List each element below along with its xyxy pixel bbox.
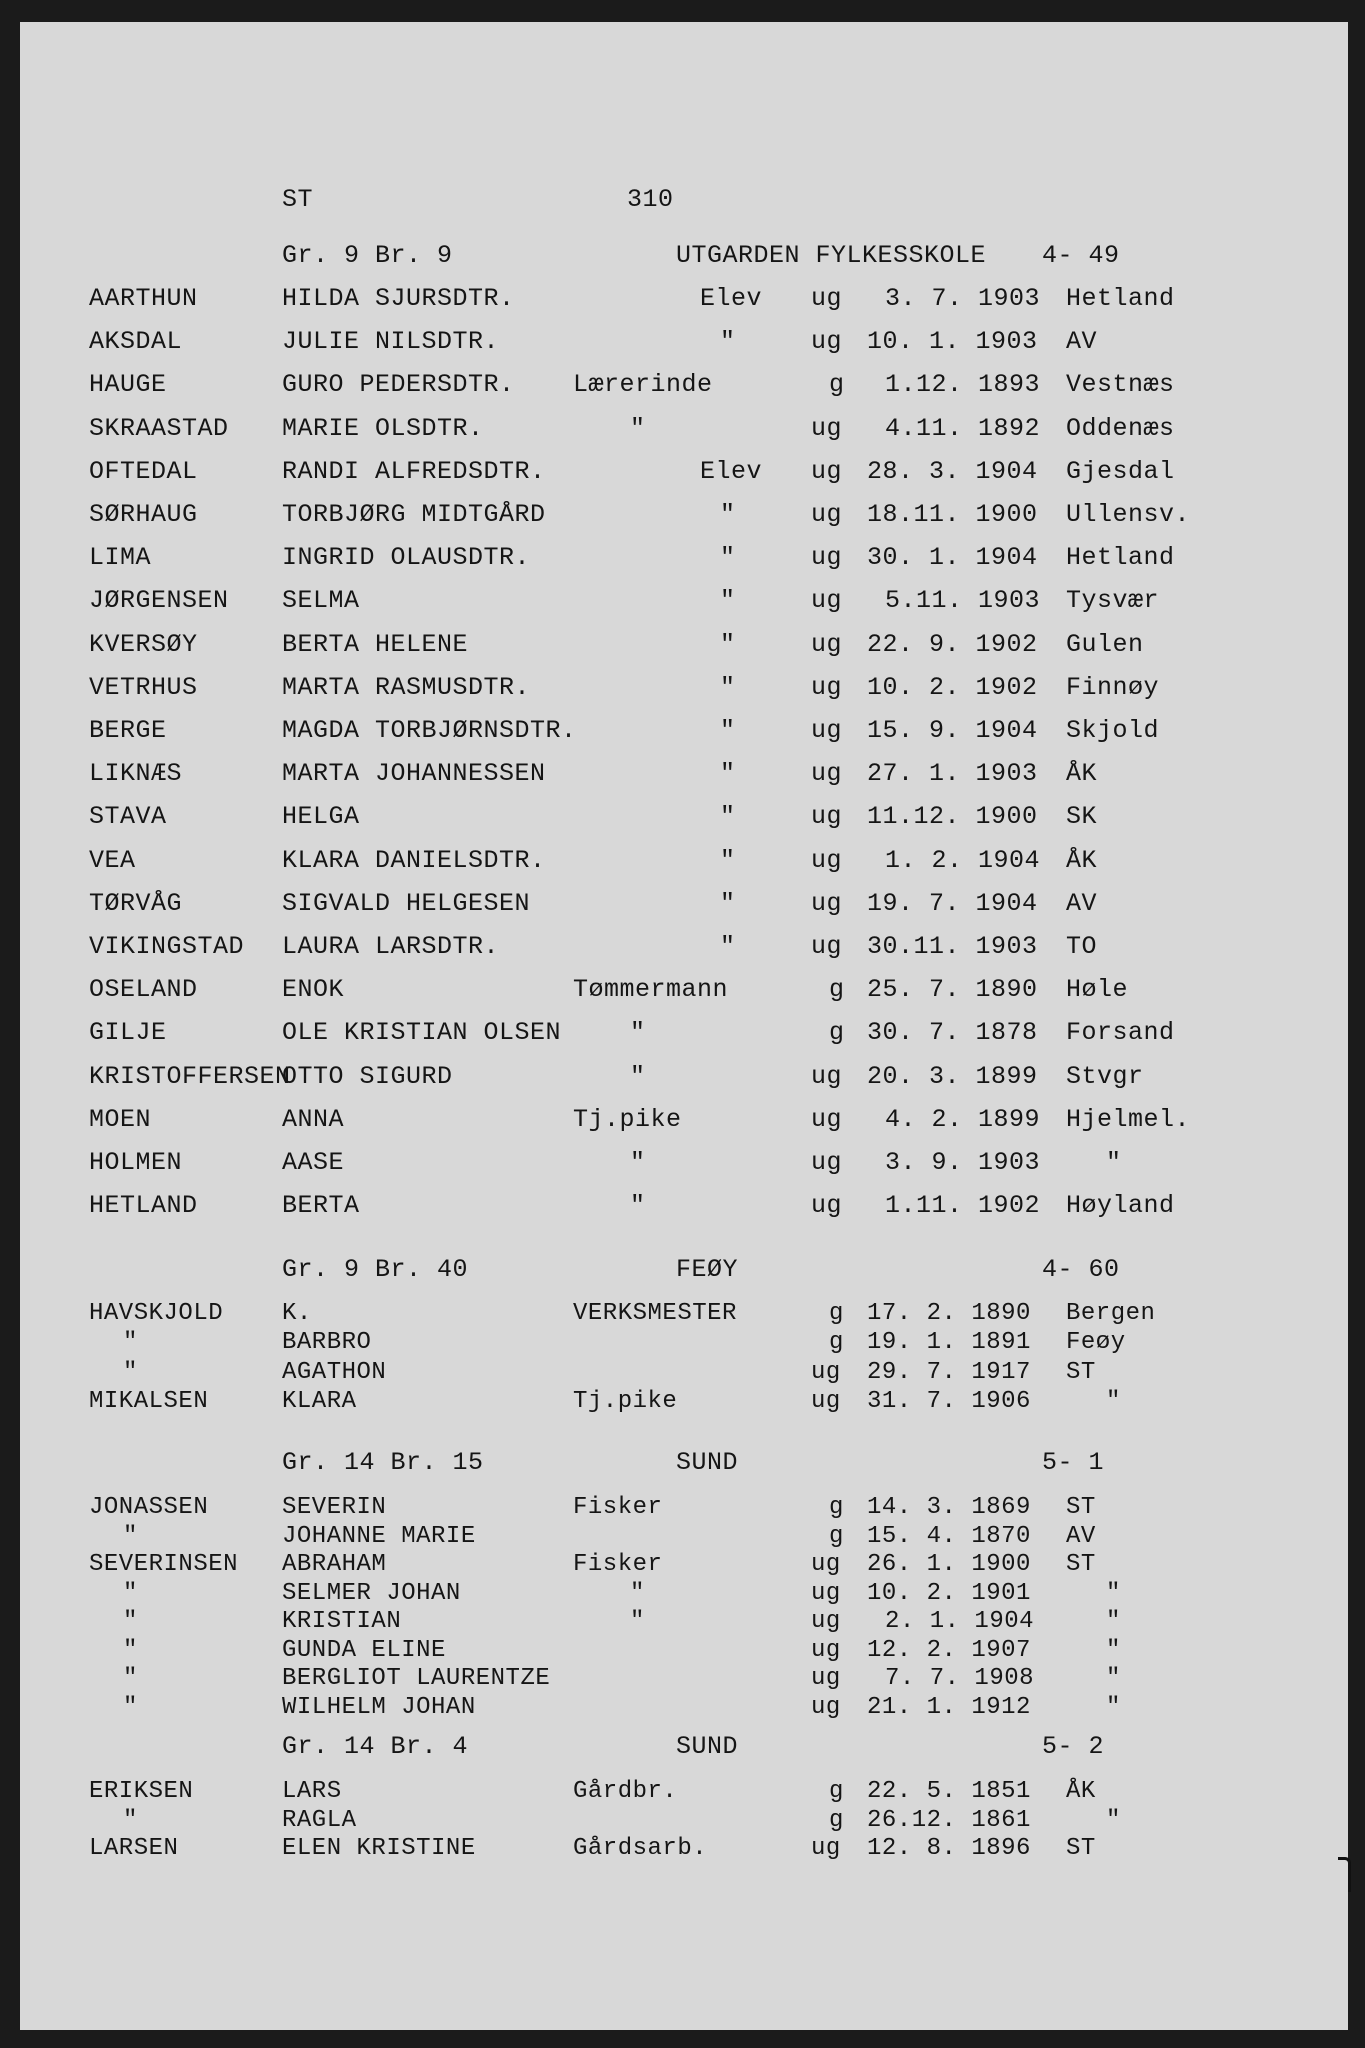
entry-role: Tj.pike [573, 1388, 678, 1415]
entry-given-name: ABRAHAM [282, 1551, 387, 1578]
entry-given-name: MAGDA TORBJØRNSDTR. [282, 716, 577, 745]
entry-role: " [720, 327, 736, 356]
entry-given-name: RAGLA [282, 1807, 357, 1834]
entry-status: ug [811, 586, 843, 615]
entry-given-name: LARS [282, 1778, 342, 1805]
entry-birthplace: " [1106, 1694, 1121, 1721]
entry-date: 1.11. 1902 [885, 1191, 1041, 1220]
entry-given-name: GUNDA ELINE [282, 1637, 446, 1664]
entry-surname: MIKALSEN [89, 1388, 209, 1415]
entry-status: g [829, 1807, 844, 1834]
entry-role: " [720, 932, 736, 961]
entry-status: ug [811, 327, 843, 356]
entry-surname: HAVSKJOLD [89, 1300, 224, 1327]
entry-birthplace: Høyland [1066, 1191, 1175, 1220]
entry-surname: OSELAND [89, 975, 198, 1004]
entry-surname: LIKNÆS [89, 759, 183, 788]
entry-birthplace: ÅK [1066, 846, 1098, 875]
entry-role: " [720, 716, 736, 745]
entry-birthplace: Vestnæs [1066, 370, 1175, 399]
entry-surname: BERGE [89, 716, 167, 745]
entry-surname: SKRAASTAD [89, 414, 229, 443]
entry-surname: TØRVÅG [89, 889, 183, 918]
entry-role: " [720, 500, 736, 529]
entry-role: " [630, 1062, 646, 1091]
entry-surname: JØRGENSEN [89, 586, 229, 615]
entry-birthplace: Stvgr [1066, 1062, 1144, 1091]
section-group: Gr. 9 Br. 40 [282, 1255, 469, 1284]
entry-given-name: HILDA SJURSDTR. [282, 284, 515, 313]
entry-surname: AARTHUN [89, 284, 198, 313]
entry-status: ug [811, 1551, 841, 1578]
entry-birthplace: ÅK [1066, 1778, 1096, 1805]
entry-surname: LIMA [89, 543, 152, 572]
entry-surname: " [123, 1608, 138, 1635]
entry-date: 26.12. 1861 [867, 1807, 1031, 1834]
entry-surname: KRISTOFFERSEN [89, 1062, 291, 1091]
entry-surname: VEA [89, 846, 136, 875]
entry-surname: LARSEN [89, 1835, 179, 1862]
entry-date: 18.11. 1900 [867, 500, 1038, 529]
entry-surname: VETRHUS [89, 673, 198, 702]
entry-birthplace: " [1106, 1608, 1121, 1635]
entry-role: " [720, 846, 736, 875]
entry-status: g [829, 1329, 844, 1356]
section-group: Gr. 14 Br. 15 [282, 1448, 484, 1477]
entry-surname: " [123, 1807, 138, 1834]
section-group: Gr. 9 Br. 9 [282, 241, 453, 270]
entry-birthplace: " [1106, 1807, 1121, 1834]
entry-given-name: BERTA [282, 1191, 360, 1220]
entry-birthplace: AV [1066, 889, 1098, 918]
entry-role: VERKSMESTER [573, 1300, 737, 1327]
entry-status: ug [811, 630, 843, 659]
entry-role: " [720, 673, 736, 702]
section-place: FEØY [676, 1255, 739, 1284]
entry-given-name: ENOK [282, 975, 345, 1004]
entry-birthplace: Gjesdal [1066, 457, 1175, 486]
section-ref: 4- 49 [1042, 241, 1120, 270]
entry-date: 19. 1. 1891 [867, 1329, 1031, 1356]
entry-status: ug [811, 1608, 841, 1635]
entry-status: ug [811, 500, 843, 529]
entry-role: " [630, 1580, 645, 1607]
section-ref: 5- 2 [1042, 1732, 1105, 1761]
entry-birthplace: Tysvær [1066, 586, 1160, 615]
entry-given-name: BARBRO [282, 1329, 372, 1356]
entry-given-name: SELMA [282, 586, 360, 615]
entry-birthplace: Feøy [1066, 1329, 1126, 1356]
page-number: 310 [627, 185, 674, 214]
entry-surname: ERIKSEN [89, 1778, 194, 1805]
entry-given-name: AGATHON [282, 1359, 387, 1386]
section-ref: 4- 60 [1042, 1255, 1120, 1284]
entry-status: ug [811, 1835, 841, 1862]
entry-date: 22. 5. 1851 [867, 1778, 1031, 1805]
section-place: UTGARDEN FYLKESSKOLE [676, 241, 987, 270]
entry-birthplace: " [1106, 1148, 1122, 1177]
entry-surname: SEVERINSEN [89, 1551, 239, 1578]
entry-date: 30. 7. 1878 [867, 1018, 1038, 1047]
entry-birthplace: Høle [1066, 975, 1129, 1004]
entry-surname: HETLAND [89, 1191, 198, 1220]
entry-birthplace: Hjelmel. [1066, 1105, 1191, 1134]
entry-given-name: KLARA [282, 1388, 357, 1415]
entry-date: 7. 7. 1908 [885, 1665, 1035, 1692]
entry-date: 30. 1. 1904 [867, 543, 1038, 572]
section-group: Gr. 14 Br. 4 [282, 1732, 469, 1761]
entry-given-name: KLARA DANIELSDTR. [282, 846, 546, 875]
entry-status: g [829, 370, 845, 399]
entry-status: g [829, 1523, 844, 1550]
entry-date: 14. 3. 1869 [867, 1494, 1031, 1521]
entry-surname: HOLMEN [89, 1148, 183, 1177]
entry-status: ug [811, 716, 843, 745]
entry-given-name: BERGLIOT LAURENTZE [282, 1665, 551, 1692]
entry-date: 15. 4. 1870 [867, 1523, 1031, 1550]
entry-given-name: K. [282, 1300, 312, 1327]
section-ref: 5- 1 [1042, 1448, 1105, 1477]
entry-date: 25. 7. 1890 [867, 975, 1038, 1004]
entry-role: Fisker [573, 1551, 663, 1578]
entry-role: " [720, 543, 736, 572]
entry-status: g [829, 1300, 844, 1327]
entry-date: 26. 1. 1900 [867, 1551, 1031, 1578]
entry-surname: " [123, 1637, 138, 1664]
entry-surname: " [123, 1665, 138, 1692]
entry-given-name: LAURA LARSDTR. [282, 932, 500, 961]
entry-surname: GILJE [89, 1018, 167, 1047]
document-page [20, 22, 1348, 2030]
entry-status: ug [811, 1694, 841, 1721]
entry-status: ug [811, 1105, 843, 1134]
entry-status: ug [811, 543, 843, 572]
entry-role: Elev [700, 284, 763, 313]
entry-given-name: RANDI ALFREDSDTR. [282, 457, 546, 486]
entry-date: 12. 8. 1896 [867, 1835, 1031, 1862]
entry-status: g [829, 975, 845, 1004]
entry-status: ug [811, 1148, 843, 1177]
entry-role: Gårdbr. [573, 1778, 678, 1805]
entry-date: 28. 3. 1904 [867, 457, 1038, 486]
entry-date: 30.11. 1903 [867, 932, 1038, 961]
entry-birthplace: Bergen [1066, 1300, 1156, 1327]
entry-role: " [720, 889, 736, 918]
entry-status: ug [811, 457, 843, 486]
entry-date: 4.11. 1892 [885, 414, 1041, 443]
entry-given-name: MARTA RASMUSDTR. [282, 673, 531, 702]
entry-role: Lærerinde [573, 370, 713, 399]
entry-birthplace: Finnøy [1066, 673, 1160, 702]
entry-birthplace: ST [1066, 1551, 1096, 1578]
entry-birthplace: ÅK [1066, 759, 1098, 788]
entry-date: 20. 3. 1899 [867, 1062, 1038, 1091]
entry-given-name: SEVERIN [282, 1494, 387, 1521]
entry-given-name: BERTA HELENE [282, 630, 469, 659]
entry-surname: " [123, 1580, 138, 1607]
entry-surname: " [123, 1523, 138, 1550]
entry-given-name: JULIE NILSDTR. [282, 327, 500, 356]
entry-given-name: ANNA [282, 1105, 345, 1134]
entry-role: " [630, 1018, 646, 1047]
entry-role: Tømmermann [573, 975, 729, 1004]
entry-given-name: INGRID OLAUSDTR. [282, 543, 531, 572]
entry-birthplace: Skjold [1066, 716, 1160, 745]
entry-date: 3. 9. 1903 [885, 1148, 1041, 1177]
entry-birthplace: ST [1066, 1835, 1096, 1862]
entry-given-name: HELGA [282, 802, 360, 831]
entry-surname: KVERSØY [89, 630, 198, 659]
entry-status: ug [811, 759, 843, 788]
entry-given-name: MARTA JOHANNESSEN [282, 759, 546, 788]
entry-birthplace: Ullensv. [1066, 500, 1191, 529]
entry-given-name: JOHANNE MARIE [282, 1523, 476, 1550]
entry-date: 22. 9. 1902 [867, 630, 1038, 659]
entry-birthplace: TO [1066, 932, 1098, 961]
entry-role: Gårdsarb. [573, 1835, 708, 1862]
entry-date: 5.11. 1903 [885, 586, 1041, 615]
entry-birthplace: Gulen [1066, 630, 1144, 659]
entry-birthplace: ST [1066, 1359, 1096, 1386]
entry-role: " [720, 759, 736, 788]
entry-surname: VIKINGSTAD [89, 932, 245, 961]
entry-date: 2. 1. 1904 [885, 1608, 1035, 1635]
entry-given-name: ELEN KRISTINE [282, 1835, 476, 1862]
entry-date: 29. 7. 1917 [867, 1359, 1031, 1386]
entry-given-name: AASE [282, 1148, 345, 1177]
entry-role: Elev [700, 457, 763, 486]
entry-status: ug [811, 673, 843, 702]
entry-birthplace: AV [1066, 327, 1098, 356]
entry-birthplace: Hetland [1066, 543, 1175, 572]
entry-role: " [630, 1608, 645, 1635]
entry-status: ug [811, 1665, 841, 1692]
entry-birthplace: ST [1066, 1494, 1096, 1521]
entry-date: 3. 7. 1903 [885, 284, 1041, 313]
entry-status: ug [811, 1062, 843, 1091]
entry-date: 19. 7. 1904 [867, 889, 1038, 918]
entry-surname: JONASSEN [89, 1494, 209, 1521]
entry-role: Tj.pike [573, 1105, 682, 1134]
entry-status: ug [811, 1388, 841, 1415]
entry-date: 21. 1. 1912 [867, 1694, 1031, 1721]
entry-role: " [630, 1148, 646, 1177]
entry-status: ug [811, 846, 843, 875]
entry-given-name: SIGVALD HELGESEN [282, 889, 531, 918]
entry-date: 15. 9. 1904 [867, 716, 1038, 745]
entry-birthplace: " [1106, 1388, 1121, 1415]
entry-given-name: OLE KRISTIAN OLSEN [282, 1018, 562, 1047]
entry-role: " [720, 802, 736, 831]
entry-given-name: TORBJØRG MIDTGÅRD [282, 500, 546, 529]
entry-date: 12. 2. 1907 [867, 1637, 1031, 1664]
entry-date: 11.12. 1900 [867, 802, 1038, 831]
entry-status: g [829, 1494, 844, 1521]
entry-surname: STAVA [89, 802, 167, 831]
entry-birthplace: " [1106, 1665, 1121, 1692]
entry-date: 4. 2. 1899 [885, 1105, 1041, 1134]
section-place: SUND [676, 1448, 739, 1477]
entry-role: Fisker [573, 1494, 663, 1521]
entry-date: 31. 7. 1906 [867, 1388, 1031, 1415]
entry-given-name: WILHELM JOHAN [282, 1694, 476, 1721]
entry-surname: " [123, 1359, 138, 1386]
entry-role: " [630, 1191, 646, 1220]
entry-status: g [829, 1018, 845, 1047]
entry-date: 10. 2. 1902 [867, 673, 1038, 702]
entry-surname: HAUGE [89, 370, 167, 399]
entry-birthplace: SK [1066, 802, 1098, 831]
entry-date: 27. 1. 1903 [867, 759, 1038, 788]
entry-surname: OFTEDAL [89, 457, 198, 486]
entry-date: 1. 2. 1904 [885, 846, 1041, 875]
entry-given-name: SELMER JOHAN [282, 1580, 461, 1607]
entry-role: " [720, 630, 736, 659]
entry-role: " [630, 414, 646, 443]
entry-surname: " [123, 1329, 138, 1356]
margin-mark [1338, 1857, 1351, 1892]
entry-date: 17. 2. 1890 [867, 1300, 1031, 1327]
entry-status: ug [811, 1359, 841, 1386]
entry-status: g [829, 1778, 844, 1805]
page-code: ST [282, 185, 314, 214]
entry-status: ug [811, 1580, 841, 1607]
entry-surname: SØRHAUG [89, 500, 198, 529]
entry-birthplace: " [1106, 1637, 1121, 1664]
entry-birthplace: " [1106, 1580, 1121, 1607]
entry-date: 10. 1. 1903 [867, 327, 1038, 356]
entry-surname: MOEN [89, 1105, 152, 1134]
entry-status: ug [811, 284, 843, 313]
entry-status: ug [811, 1637, 841, 1664]
section-place: SUND [676, 1732, 739, 1761]
entry-status: ug [811, 1191, 843, 1220]
entry-status: ug [811, 802, 843, 831]
entry-role: " [720, 586, 736, 615]
entry-given-name: GURO PEDERSDTR. [282, 370, 515, 399]
entry-date: 1.12. 1893 [885, 370, 1041, 399]
entry-status: ug [811, 889, 843, 918]
entry-status: ug [811, 932, 843, 961]
entry-given-name: OTTO SIGURD [282, 1062, 453, 1091]
entry-birthplace: AV [1066, 1523, 1096, 1550]
entry-birthplace: Oddenæs [1066, 414, 1175, 443]
entry-date: 10. 2. 1901 [867, 1580, 1031, 1607]
entry-given-name: MARIE OLSDTR. [282, 414, 484, 443]
entry-birthplace: Forsand [1066, 1018, 1175, 1047]
entry-surname: AKSDAL [89, 327, 183, 356]
entry-birthplace: Hetland [1066, 284, 1175, 313]
entry-given-name: KRISTIAN [282, 1608, 402, 1635]
entry-surname: " [123, 1694, 138, 1721]
entry-status: ug [811, 414, 843, 443]
